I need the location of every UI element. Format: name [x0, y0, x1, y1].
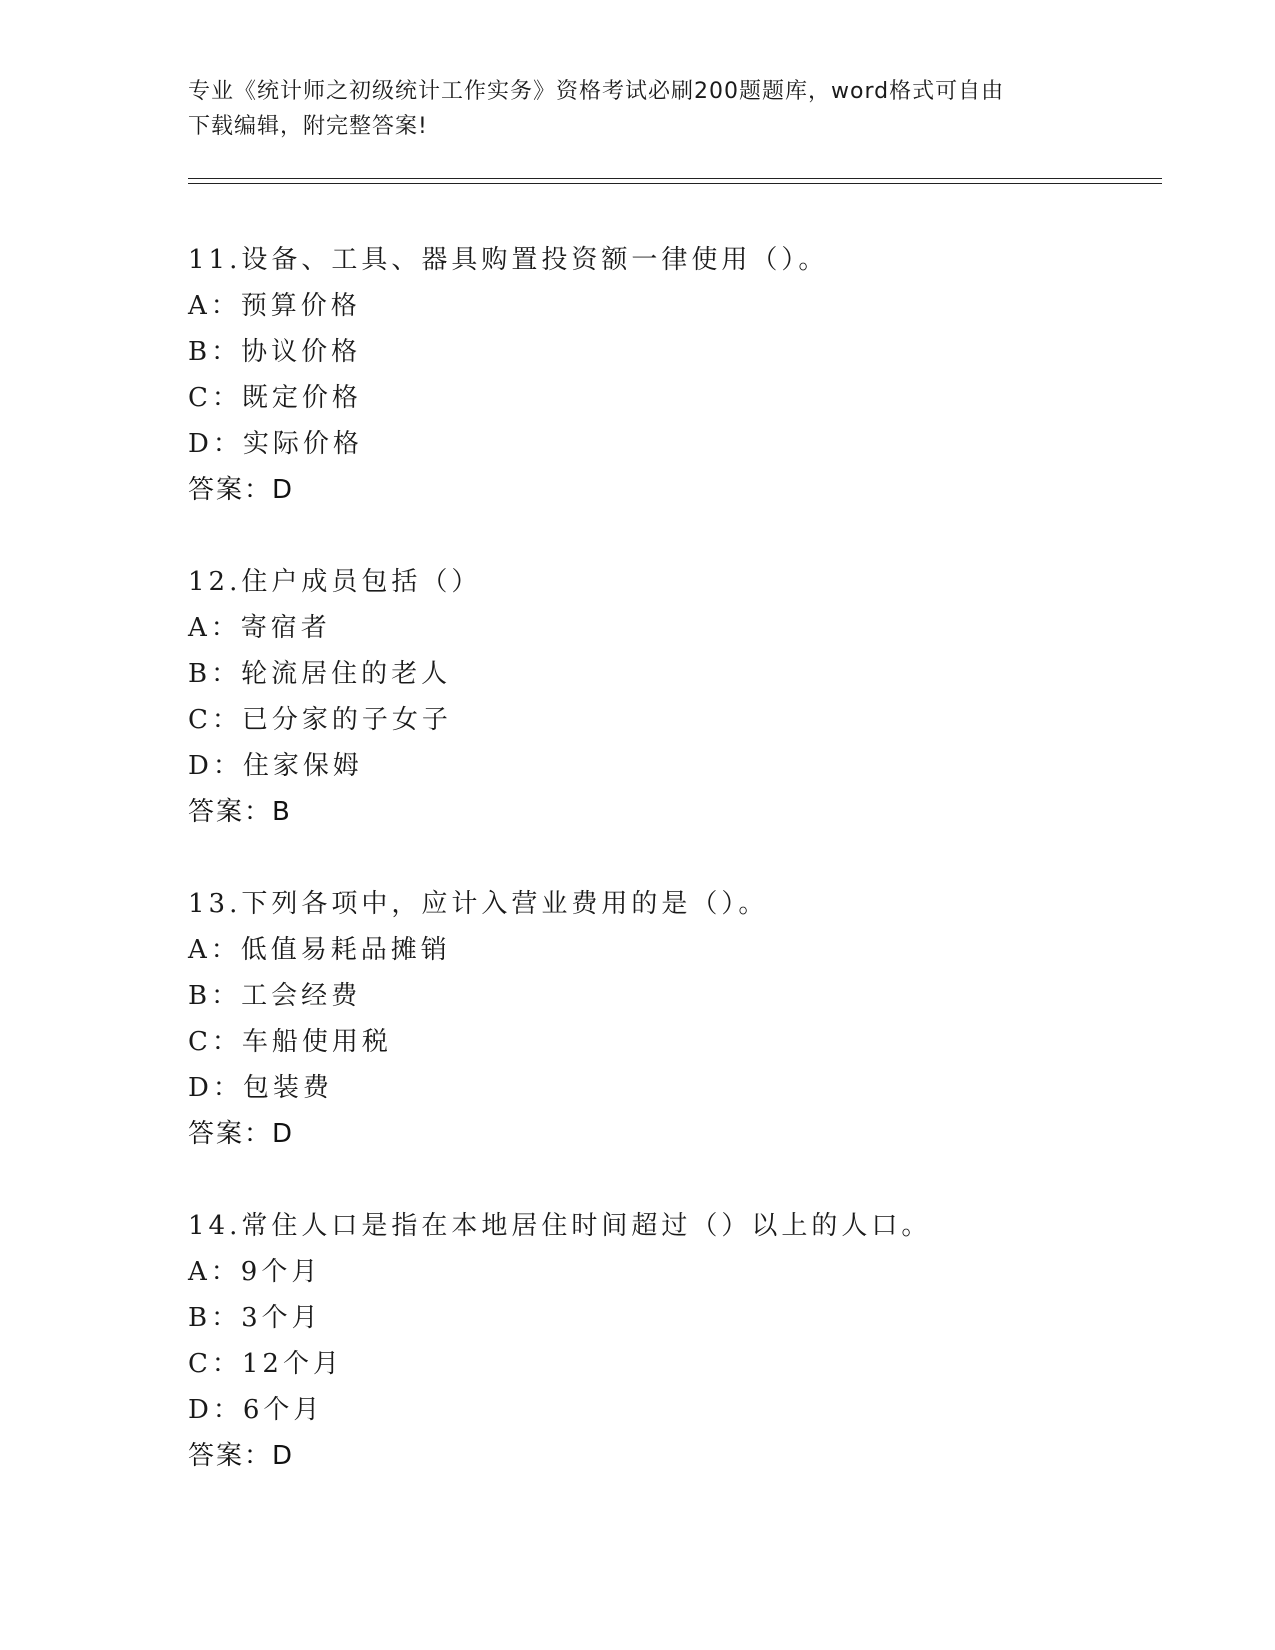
option-c: C：已分家的子女子: [188, 705, 452, 735]
question-12: [188, 559, 1148, 835]
option-c: C：车船使用税: [188, 1027, 392, 1057]
question-stem: 14.常住人口是指在本地居住时间超过（）以上的人口。: [188, 1211, 932, 1241]
document-header: [188, 74, 1088, 144]
option-b: B：工会经费: [188, 981, 362, 1011]
question-stem: 11.设备、工具、器具购置投资额一律使用（）。: [188, 245, 829, 275]
answer-line: 答案：D: [188, 1119, 295, 1149]
option-b: B：3个月: [188, 1303, 322, 1333]
answer-line: 答案：D: [188, 475, 295, 505]
question-13: [188, 881, 1148, 1157]
option-d: D：包装费: [188, 1073, 333, 1103]
question-11: [188, 237, 1148, 513]
option-a: A：低值易耗品摊销: [188, 935, 451, 965]
question-list: [188, 237, 1148, 1525]
option-d: D：6个月: [188, 1395, 324, 1425]
option-a: A：9个月: [188, 1257, 322, 1287]
option-b: B：协议价格: [188, 337, 362, 367]
option-a: A：寄宿者: [188, 613, 331, 643]
option-c: C：12个月: [188, 1349, 343, 1379]
option-b: B：轮流居住的老人: [188, 659, 452, 689]
option-d: D：实际价格: [188, 429, 363, 459]
question-stem: 13.下列各项中，应计入营业费用的是（）。: [188, 889, 769, 919]
question-stem: 12.住户成员包括（）: [188, 567, 482, 597]
answer-line: 答案：B: [188, 797, 292, 827]
header-title-line-1: 专业《统计师之初级统计工作实务》资格考试必刷200题题库，word格式可自由: [188, 79, 1005, 104]
option-c: C：既定价格: [188, 383, 362, 413]
answer-line: 答案：D: [188, 1441, 295, 1471]
question-14: [188, 1203, 1148, 1479]
header-divider-top: [188, 178, 1162, 179]
option-d: D：住家保姆: [188, 751, 363, 781]
option-a: A：预算价格: [188, 291, 361, 321]
header-title-line-2: 下载编辑，附完整答案!: [188, 114, 428, 139]
header-divider-bottom: [188, 183, 1162, 184]
